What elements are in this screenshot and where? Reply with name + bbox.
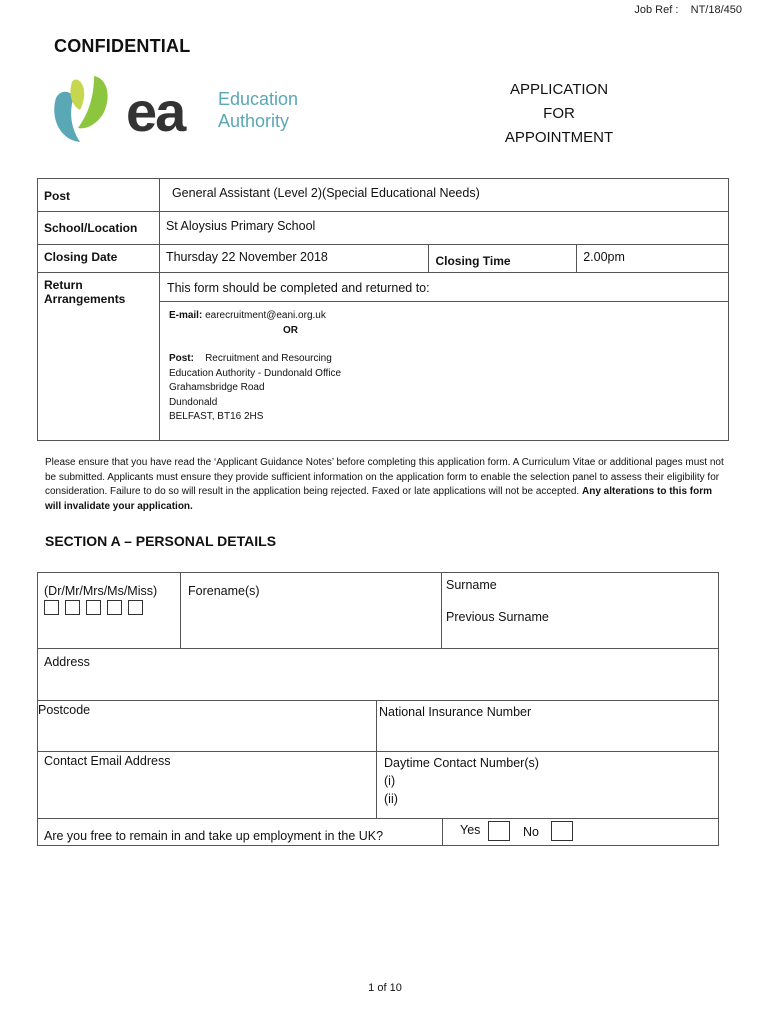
school-row [38,212,729,245]
section-a-heading: SECTION A – PERSONAL DETAILS [45,533,277,549]
email-label: E-mail: [168,310,203,321]
logo-text-authority: Authority [218,111,290,131]
address-line-2: Education Authority - Dundonald Office [168,367,342,379]
yes-checkbox[interactable] [488,821,510,841]
address-field[interactable] [37,648,719,701]
title-checkbox-mr[interactable] [65,600,80,615]
application-title [470,78,648,150]
daytime-i-label: (i) [384,774,396,788]
post-info-table [37,178,729,441]
guidance-paragraph [45,456,725,514]
post-address-label: Post: [168,353,194,364]
uk-question-label: Are you free to remain in and take up employment in the UK? [44,829,384,843]
closing-row [38,245,729,273]
closing-date-label: Closing Date [38,245,160,273]
closing-time-value: 2.00pm [577,245,729,273]
address-line-3: Grahamsbridge Road [168,382,265,393]
surname-field[interactable] [441,572,719,649]
title-line-1: APPLICATION [509,81,609,98]
address-line-1: Recruitment and Resourcing [205,353,332,364]
post-address-line-1 [169,352,719,367]
yes-label: Yes [460,823,481,837]
guidance-bold-text: Any alterations to this form will invalidate your application. [45,486,712,512]
confidential-heading: CONFIDENTIAL [54,36,191,56]
post-row [38,179,729,212]
closing-time-label: Closing Time [429,245,577,273]
title-line-3: APPOINTMENT [504,129,614,146]
address-line-4: Dundonald [168,396,218,408]
previous-surname-label: Previous Surname [446,610,549,624]
school-label: School/Location [38,212,160,245]
return-contact [160,302,728,432]
national-insurance-field[interactable] [376,700,719,752]
job-ref [634,4,742,16]
return-row [38,273,729,441]
no-checkbox[interactable] [551,821,573,841]
surname-label: Surname [446,578,497,592]
title-checkboxes [44,600,174,615]
title-label: (Dr/Mr/Mrs/Ms/Miss) [44,584,158,598]
personal-details-form [37,572,719,846]
contact-email-label: Contact Email Address [44,754,171,768]
education-authority-logo [50,68,330,150]
job-ref-value: NT/18/450 [690,4,742,16]
guidance-text: Please ensure that you have read the ‘Applicant Guidance Notes’ before completing this application form. A Curriculum Vitae or additional pages must not be submitted. Applicants must ensure they provide sufficient information on the application form to enable the selection panel to assess their eligibility for consideration. Failure to do so will result in the application being rejected. Faxed or late applications will not be accepted. [45,457,724,497]
postcode-label: Postcode [38,703,91,717]
uk-question-cell [37,818,443,846]
job-ref-label: Job Ref : [634,4,679,16]
logo-ea-mark: ea [126,80,185,143]
no-label: No [523,825,539,839]
email-value: earecruitment@eani.org.uk [205,310,326,321]
daytime-contact-field[interactable] [376,751,719,819]
post-label: Post [38,179,160,212]
closing-date-value: Thursday 22 November 2018 [159,245,429,273]
contact-email-field[interactable] [37,751,377,819]
daytime-ii-label: (ii) [384,792,398,806]
postcode-field[interactable] [37,700,377,752]
forename-label: Forename(s) [188,584,260,598]
title-checkbox-ms[interactable] [107,600,122,615]
title-cell [37,572,181,649]
title-checkbox-mrs[interactable] [86,600,101,615]
or-text: OR [282,324,298,336]
ni-label: National Insurance Number [379,705,532,719]
daytime-label: Daytime Contact Number(s) [384,756,539,770]
title-line-2: FOR [543,105,575,122]
logo-text-education: Education [218,89,299,109]
post-value: General Assistant (Level 2)(Special Educational Needs) [159,179,728,212]
title-checkbox-dr[interactable] [44,600,59,615]
return-label-line-1: Return [44,278,83,292]
email-line [169,309,719,324]
return-details [159,273,728,441]
return-label-line-2: Arrangements [44,292,126,306]
title-checkbox-miss[interactable] [128,600,143,615]
page-number: 1 of 10 [368,982,402,994]
address-line-5: BELFAST, BT16 2HS [168,411,264,422]
address-label: Address [44,655,90,669]
school-value: St Aloysius Primary School [159,212,728,245]
forename-field[interactable] [180,572,442,649]
return-label [38,273,160,441]
uk-answer-cell [442,818,719,846]
return-intro: This form should be completed and returned to: [160,273,728,302]
